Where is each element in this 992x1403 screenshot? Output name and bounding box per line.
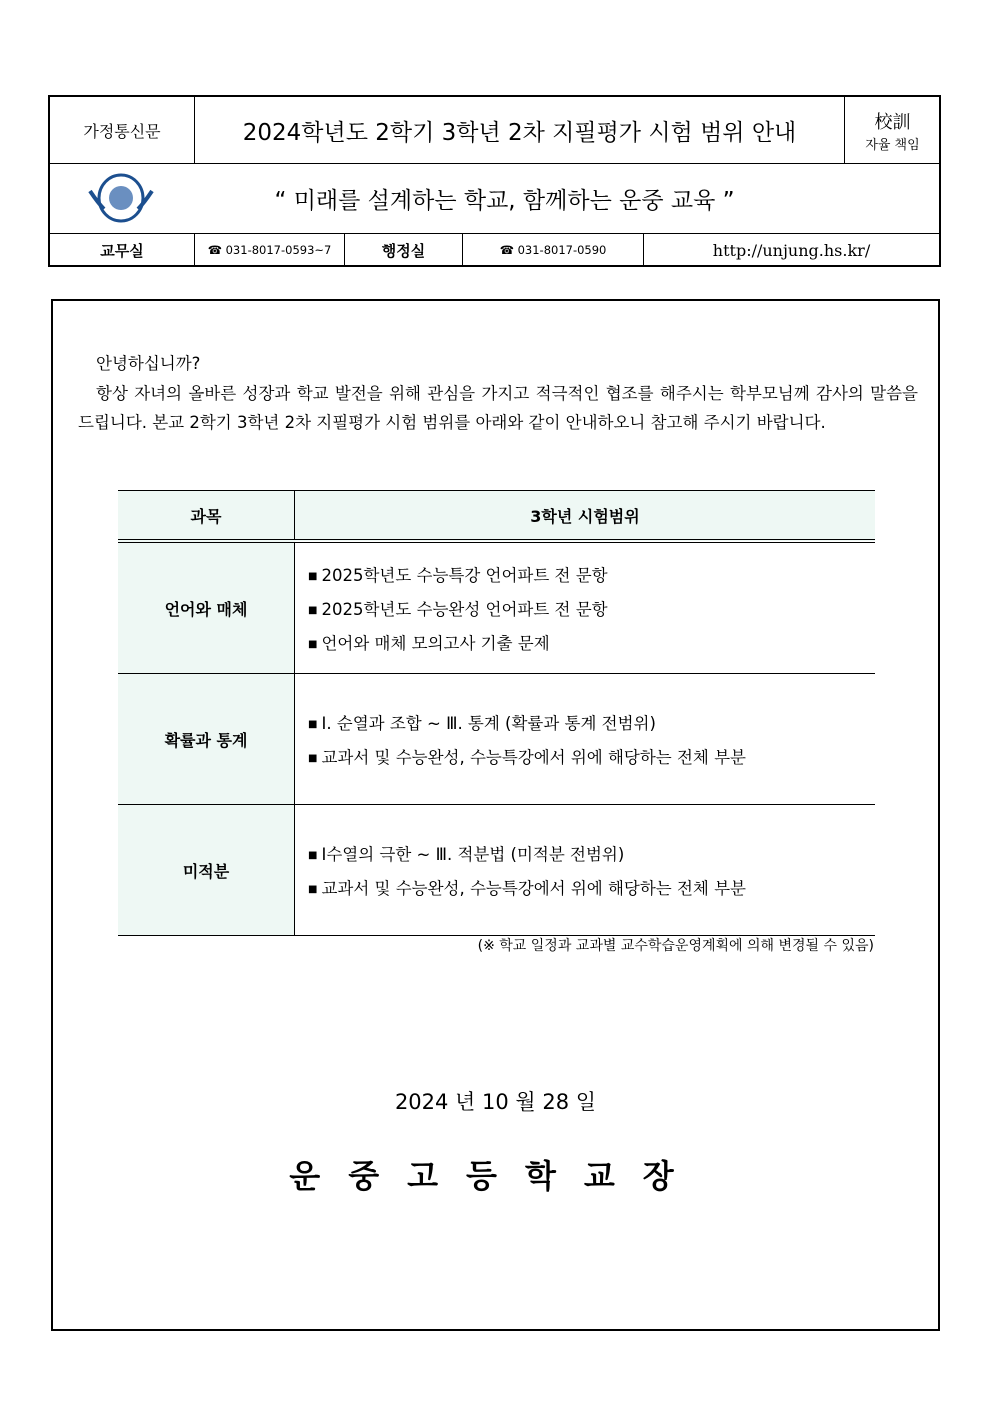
office-admin: 행정실 [345, 233, 463, 267]
range-item: ■ 2025학년도 수능완성 언어파트 전 문항 [308, 596, 874, 620]
phone-academic: ☎ 031-8017-0593~7 [195, 233, 345, 267]
doc-title: 2024학년도 2학기 3학년 2차 지필평가 시험 범위 안내 [195, 97, 845, 163]
change-note: (※ 학교 일정과 교과별 교수학습운영계획에 의해 변경될 수 있음) [477, 938, 874, 954]
principal-signature: 운중고등학교장 [289, 1157, 702, 1195]
letterhead [48, 95, 941, 267]
motto-text: 자율 책임 [865, 137, 920, 153]
school-url[interactable]: http://unjung.hs.kr/ [712, 240, 871, 260]
letter-body [51, 299, 940, 1331]
table-row [118, 541, 875, 674]
range-item: ■ 2025학년도 수능특강 언어파트 전 문항 [308, 562, 874, 586]
subject: 언어와 매체 [118, 541, 295, 674]
table-row [118, 805, 875, 936]
office-academic: 교무실 [50, 233, 195, 267]
greeting: 안녕하십니까? [96, 354, 201, 373]
range-item: ■ 교과서 및 수능완성, 수능특강에서 위에 해당하는 전체 부분 [308, 744, 874, 768]
doc-type: 가정통신문 [50, 97, 195, 163]
motto-label: 校訓 [874, 111, 911, 133]
exam-range-table [118, 490, 875, 936]
motto [845, 97, 940, 163]
header-range: 3학년 시험범위 [295, 491, 876, 542]
subject: 미적분 [118, 805, 295, 936]
range-item: ■ 언어와 매체 모의고사 기출 문제 [308, 630, 874, 654]
phone-admin: ☎ 031-8017-0590 [463, 233, 644, 267]
intro-body: 항상 자녀의 올바른 성장과 학교 발전을 위해 관심을 가지고 적극적인 협조를 해주시는 학부모님께 감사의 말씀을 드립니다. 본교 2학기 3학년 2차 지필평가 시험 범위를 아래와 같이 안내하오니 참고해 주시기 바랍니다. [78, 383, 918, 432]
range-item: ■ Ⅰ수열의 극한 ~ Ⅲ. 적분법 (미적분 전범위) [308, 841, 874, 865]
intro [78, 349, 918, 438]
range-item: ■ Ⅰ. 순열과 조합 ~ Ⅲ. 통계 (확률과 통계 전범위) [308, 710, 874, 734]
slogan: “ 미래를 설계하는 학교, 함께하는 운중 교육 ” [274, 187, 735, 214]
subject: 확률과 통계 [118, 674, 295, 805]
header-subject: 과목 [118, 491, 295, 542]
range-item: ■ 교과서 및 수능완성, 수능특강에서 위에 해당하는 전체 부분 [308, 875, 874, 899]
table-row [118, 674, 875, 805]
issue-date: 2024 년 10 월 28 일 [394, 1090, 597, 1114]
